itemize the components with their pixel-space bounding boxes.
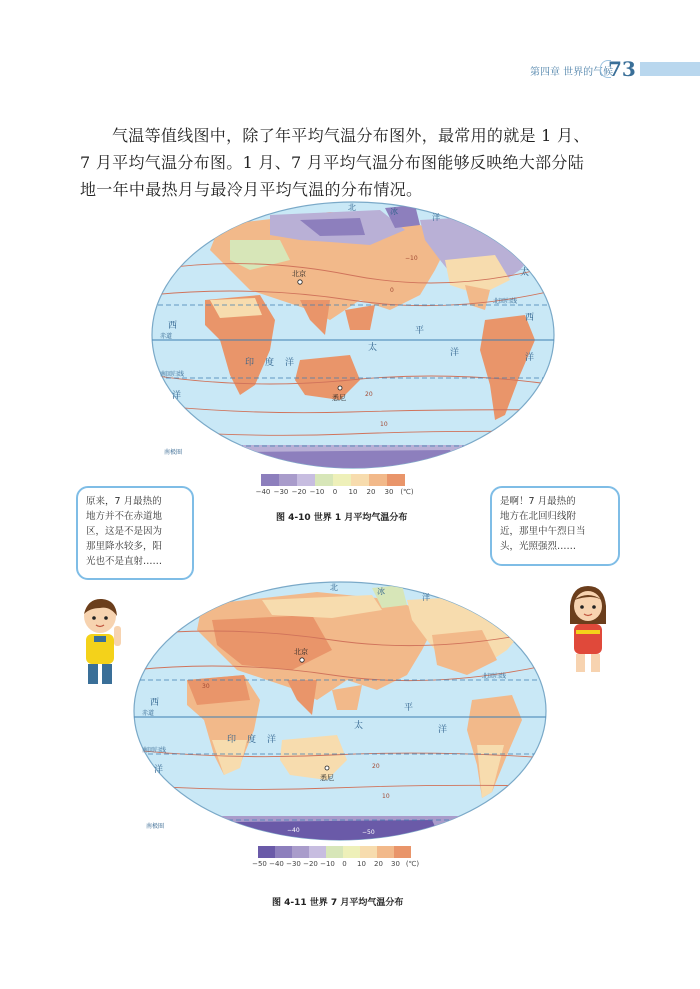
- map-label: 南回归线: [160, 371, 185, 378]
- map-label: 北京: [292, 270, 306, 278]
- map-label: 洋: [525, 353, 535, 363]
- map-label: 洋: [285, 358, 295, 368]
- legend-tick: 30: [391, 860, 400, 868]
- map-label: 太: [368, 343, 378, 353]
- legend-tick: −40: [255, 488, 271, 496]
- bubble-line: 那里降水较多，阳: [86, 541, 163, 552]
- sydney-marker: [338, 386, 342, 390]
- map-label: 洋: [450, 348, 460, 358]
- map-label: 平: [404, 703, 414, 713]
- header-bar: [640, 62, 700, 76]
- body-paragraph: [80, 122, 620, 203]
- legend-tick: −40: [269, 860, 284, 868]
- map-label: 洋: [154, 765, 164, 775]
- map-label: 平: [415, 326, 425, 336]
- paragraph-line: 气温等值线图中，除了年平均气温分布图外，最常用的就是 1 月、: [112, 126, 590, 145]
- map-label: 北回归线: [482, 673, 507, 680]
- map-label: 南极圈: [146, 823, 165, 830]
- map-label: 北: [330, 583, 338, 592]
- legend-tick: −30: [273, 488, 289, 496]
- legend-bar-january: [261, 474, 405, 486]
- map-label: 北回归线: [493, 298, 518, 305]
- beijing-marker: [300, 658, 304, 662]
- legend-tick: −20: [303, 860, 318, 868]
- boy-illustration: [74, 596, 132, 688]
- legend-ticks-january: [254, 488, 416, 496]
- map-label: 洋: [432, 213, 440, 222]
- legend-tick: 10: [357, 860, 366, 868]
- legend-tick: −20: [291, 488, 307, 496]
- map-label: 南回归线: [142, 747, 167, 754]
- legend-tick: 20: [366, 488, 376, 496]
- isotherm-label: 10: [382, 793, 390, 800]
- map-label: 冰: [390, 207, 398, 216]
- isotherm-label: −10: [405, 255, 418, 262]
- legend-ticks-july: [251, 860, 421, 868]
- map-label: 度: [247, 735, 257, 745]
- map-label: 洋: [172, 391, 182, 401]
- map-label: 赤道: [160, 333, 173, 340]
- isotherm-label: 10: [380, 421, 388, 428]
- legend-tick: −30: [286, 860, 301, 868]
- map-label: 赤道: [142, 710, 155, 717]
- bubble-line: 原来，7 月最热的: [86, 496, 162, 507]
- page-number: 73: [608, 57, 636, 81]
- map-label: 北: [348, 203, 356, 212]
- legend-tick: 0: [342, 860, 347, 868]
- legend-tick: −50: [252, 860, 267, 868]
- paragraph-line: 7 月平均气温分布图。1 月、7 月平均气温分布图能够反映绝大部分陆: [80, 153, 584, 172]
- bubble-line: 是啊！7 月最热的: [500, 496, 576, 507]
- chapter-title: 第四章 世界的气候: [530, 67, 614, 78]
- map-label: 西: [168, 321, 178, 331]
- bubble-line: 地方在北回归线附: [500, 511, 577, 522]
- map-label: 西: [150, 698, 160, 708]
- bubble-line: 区，这是不是因为: [86, 526, 163, 537]
- page-header: [480, 58, 700, 80]
- bubble-line: 近，那里中午烈日当: [500, 526, 586, 537]
- map-label: 冰: [377, 587, 385, 596]
- bubble-line: 光也不是直射……: [86, 556, 163, 567]
- map-label: 印: [245, 358, 255, 368]
- map-label: 洋: [422, 593, 430, 602]
- map-label: 印: [227, 735, 237, 745]
- legend-bar-july: [258, 846, 411, 858]
- beijing-marker: [298, 280, 302, 284]
- isotherm-label: 30: [202, 683, 210, 690]
- map-label: 南极圈: [164, 449, 183, 456]
- isotherm-label: −40: [287, 827, 300, 834]
- map-label: 北京: [294, 648, 308, 656]
- speech-bubble-right: [490, 486, 620, 566]
- caption-figure-4-10: 图 4-10 世界 1 月平均气温分布: [276, 513, 408, 523]
- legend-tick: (℃): [400, 488, 414, 496]
- legend-tick: 30: [384, 488, 394, 496]
- isotherm-label: 20: [372, 763, 380, 770]
- speech-bubble-left: [76, 486, 194, 580]
- isotherm-label: −50: [362, 829, 375, 836]
- map-label: 太: [354, 721, 364, 731]
- world-map-july: [132, 580, 548, 842]
- caption-figure-4-11: 图 4-11 世界 7 月平均气温分布: [272, 898, 404, 908]
- map-label: 洋: [438, 725, 448, 735]
- world-map-january: [150, 200, 556, 470]
- bubble-line: 地方并不在赤道地: [86, 511, 163, 522]
- sydney-marker: [325, 766, 329, 770]
- legend-tick: 0: [332, 488, 338, 496]
- map-label: 太: [520, 268, 530, 278]
- isotherm-label: 20: [365, 391, 373, 398]
- legend-tick: −10: [320, 860, 335, 868]
- map-label: 悉尼: [320, 774, 334, 782]
- legend-tick: −10: [309, 488, 325, 496]
- legend-tick: 10: [348, 488, 358, 496]
- girl-illustration: [562, 584, 614, 676]
- map-label: 悉尼: [332, 394, 346, 402]
- legend-tick: 20: [374, 860, 383, 868]
- paragraph-line: 地一年中最热月与最冷月平均气温的分布情况。: [80, 180, 423, 199]
- bubble-line: 头，光照强烈……: [500, 541, 577, 552]
- map-label: 西: [525, 313, 535, 323]
- map-label: 度: [265, 358, 275, 368]
- isotherm-label: 0: [390, 287, 394, 294]
- legend-tick: (℃): [405, 860, 420, 868]
- map-label: 洋: [267, 735, 277, 745]
